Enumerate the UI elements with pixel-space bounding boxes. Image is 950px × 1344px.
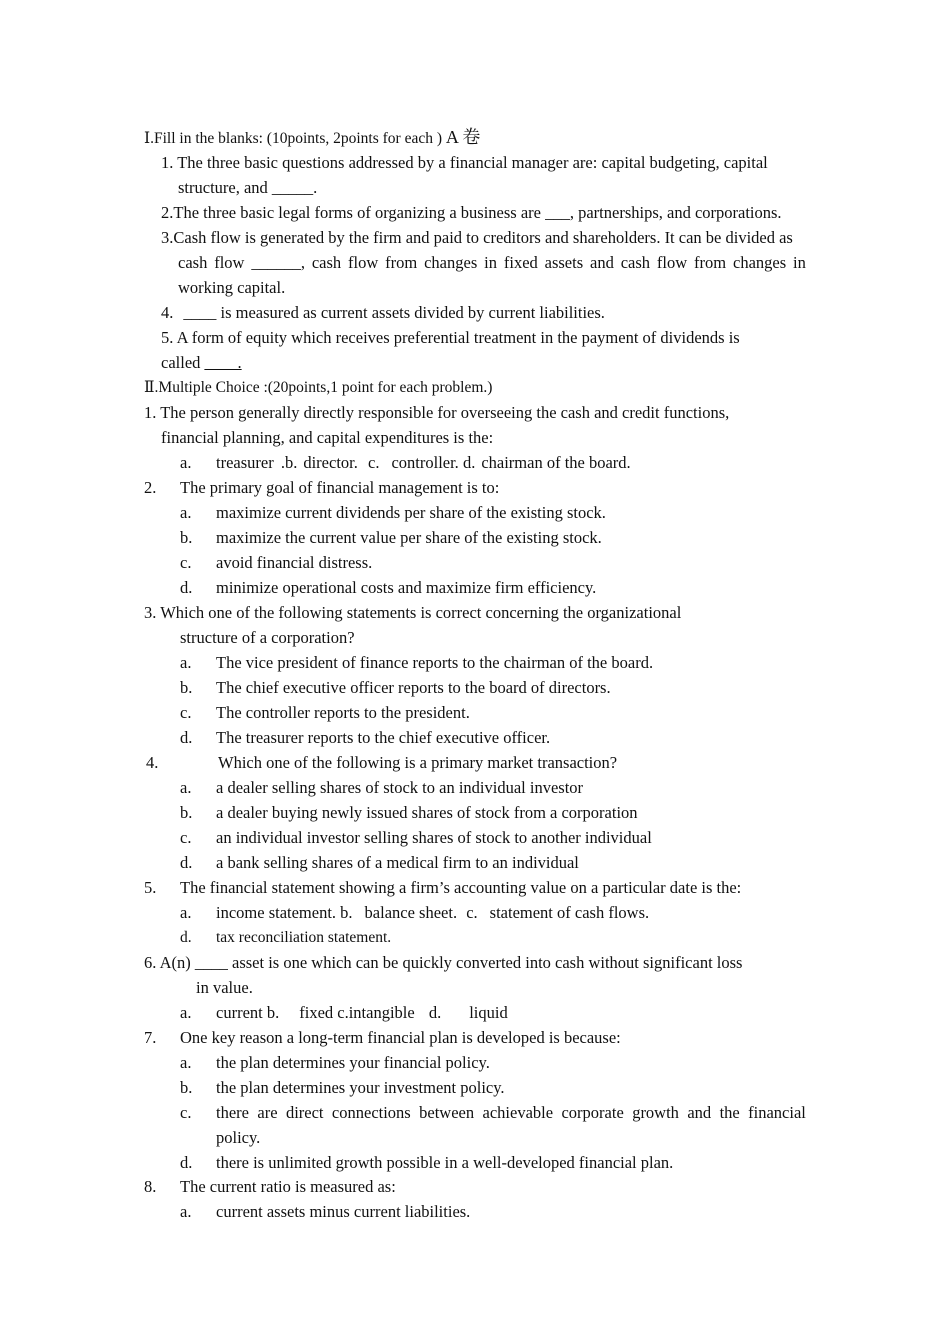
word: changes <box>424 253 478 272</box>
mc-q6-line2: in value. <box>196 978 253 997</box>
option-label: c. <box>180 703 192 722</box>
option-label: b. <box>180 678 193 697</box>
option-text: maximize current dividends per share of the existing stock. <box>216 503 606 522</box>
mc-q4-option-c <box>180 825 652 850</box>
option-text: the plan determines your investment policy. <box>216 1078 505 1097</box>
option-text: fixed <box>299 1003 334 1022</box>
option-text: a bank selling shares of a medical firm to an individual <box>216 853 579 872</box>
option-label: .b. <box>280 453 298 472</box>
option-text: current <box>216 1003 263 1022</box>
mc-q2-stem <box>144 475 499 500</box>
option-text: liquid <box>469 1003 508 1022</box>
option-label: c. <box>180 828 192 847</box>
word: growth <box>632 1103 679 1122</box>
option-text: The vice president of finance reports to the chairman of the board. <box>216 653 654 672</box>
word: assets <box>544 253 584 272</box>
option-text: avoid financial distress. <box>216 553 373 572</box>
option-label: c. <box>466 903 478 922</box>
option-text: balance sheet. <box>364 903 458 922</box>
option-text: The treasurer reports to the chief executive officer. <box>216 728 551 747</box>
blank-q2: 2.The three basic legal forms of organizing a business are ___, partnerships, and corporations. <box>161 203 782 222</box>
answer-blank: ______, <box>251 253 305 272</box>
mc-q4-option-d <box>180 850 579 875</box>
word: achievable <box>482 1103 554 1122</box>
option-label: d. <box>180 929 192 946</box>
word: in <box>484 253 497 272</box>
option-text: The chief executive officer reports to the board of directors. <box>216 678 611 697</box>
option-text: the plan determines your financial policy. <box>216 1053 490 1072</box>
option-label: a. <box>180 653 192 672</box>
question-text: The current ratio is measured as: <box>180 1177 396 1196</box>
mc-q7-option-d <box>180 1150 673 1175</box>
question-text: Which one of the following is a primary market transaction? <box>218 753 618 772</box>
blank-q1-line2: structure, and _____. <box>178 178 318 197</box>
option-label: d. <box>428 1003 442 1022</box>
question-number: 8. <box>144 1177 157 1196</box>
option-label: d. <box>180 728 193 747</box>
option-text: there is unlimited growth possible in a well-developed financial plan. <box>216 1153 674 1172</box>
paper-version-tag: A 卷 <box>445 127 481 147</box>
option-label: b. <box>180 1078 193 1097</box>
mc-q3-line2: structure of a corporation? <box>180 628 355 647</box>
mc-q1-options <box>180 450 631 475</box>
option-text: director. <box>303 453 358 472</box>
mc-q7-option-b <box>180 1075 505 1100</box>
word: connections <box>331 1103 411 1122</box>
mc-q1-line1: 1. The person generally directly responsible for overseeing the cash and credit functions, <box>144 403 730 422</box>
section-1-heading <box>144 125 480 151</box>
mc-q2-option-c <box>180 550 372 575</box>
option-label: d. <box>180 1153 193 1172</box>
option-label: b. <box>340 903 353 922</box>
question-text: ____ is measured as current assets divided by current liabilities. <box>183 303 605 322</box>
option-label: c. <box>368 453 380 472</box>
mc-q4-option-a <box>180 775 583 800</box>
mc-q2-option-b <box>180 525 602 550</box>
word: flow <box>348 253 379 272</box>
blank-q3-line2 <box>178 250 806 275</box>
option-label: a. <box>180 453 192 472</box>
option-text: chairman of the board. <box>481 453 631 472</box>
option-label: a. <box>180 1202 192 1221</box>
option-label: c. <box>180 1103 192 1122</box>
option-label: a. <box>180 903 192 922</box>
word: the <box>719 1103 740 1122</box>
word: flow <box>656 253 688 272</box>
question-number: 4. <box>146 753 159 772</box>
word: between <box>419 1103 475 1122</box>
option-text: a dealer selling shares of stock to an individual investor <box>216 778 584 797</box>
option-text: current assets minus current liabilities. <box>216 1202 471 1221</box>
mc-q5-option-d <box>180 925 391 950</box>
option-text <box>216 1100 806 1125</box>
mc-q4-option-b <box>180 800 638 825</box>
word: cash <box>620 253 651 272</box>
question-text: One key reason a long-term financial plan is developed is because: <box>180 1028 621 1047</box>
mc-q6-line1: 6. A(n) ____ asset is one which can be quickly converted into cash without significant loss <box>144 953 743 972</box>
mc-q7-option-a <box>180 1050 490 1075</box>
blank-q5-line1: 5. A form of equity which receives preferential treatment in the payment of dividends is <box>161 328 740 347</box>
option-text: treasurer <box>216 453 274 472</box>
option-label: b. <box>180 803 193 822</box>
option-label: a. <box>180 1003 192 1022</box>
option-text: tax reconciliation statement. <box>216 929 392 946</box>
word: and <box>687 1103 712 1122</box>
option-label: d. <box>180 578 193 597</box>
question-text: called <box>161 353 205 372</box>
blank-q3-line1: 3.Cash flow is generated by the firm and paid to creditors and shareholders. It can be divided as <box>161 228 793 247</box>
option-label: b. <box>180 528 193 547</box>
option-text: intangible <box>348 1003 415 1022</box>
mc-q5-options <box>180 900 649 925</box>
question-number: 4. <box>161 303 174 322</box>
question-number: 7. <box>144 1028 157 1047</box>
option-text: The controller reports to the president. <box>216 703 470 722</box>
word: flow <box>214 253 245 272</box>
mc-q3-option-b <box>180 675 611 700</box>
mc-q1-line2: financial planning, and capital expenditures is the: <box>161 428 494 447</box>
mc-q5-stem <box>144 875 741 900</box>
mc-q3-option-a <box>180 650 653 675</box>
mc-q4-stem <box>146 750 617 775</box>
option-label: d. <box>180 853 193 872</box>
option-text: a dealer buying newly issued shares of stock from a corporation <box>216 803 638 822</box>
option-label: a. <box>180 778 192 797</box>
mc-q7-stem <box>144 1025 621 1050</box>
blank-q4 <box>161 300 605 325</box>
option-label: c. <box>337 1003 349 1022</box>
question-text: The financial statement showing a firm’s accounting value on a particular date is the: <box>180 878 742 897</box>
mc-q8-stem <box>144 1174 396 1199</box>
word: there <box>216 1103 249 1122</box>
word: in <box>793 253 806 272</box>
blank-q5-line2 <box>161 350 242 375</box>
option-label: a. <box>180 503 192 522</box>
word: corporate <box>561 1103 624 1122</box>
word: financial <box>748 1103 806 1122</box>
blank-q3-line3: working capital. <box>178 278 286 297</box>
question-text: The primary goal of financial management is to: <box>180 478 500 497</box>
word: changes <box>733 253 787 272</box>
section-2-heading: Ⅱ.Multiple Choice :(20points,1 point for each problem.) <box>144 379 493 396</box>
option-label: c. <box>180 553 192 572</box>
option-label: b. <box>266 1003 280 1022</box>
word: from <box>385 253 418 272</box>
blank-q1-line1: 1. The three basic questions addressed by a financial manager are: capital budgeting, capital <box>161 153 768 172</box>
word: are <box>257 1103 278 1122</box>
mc-q3-option-d <box>180 725 550 750</box>
section-1-title: Ⅰ.Fill in the blanks: (10points, 2points for each ) <box>144 130 443 147</box>
question-number: 5. <box>144 878 157 897</box>
mc-q3-line1: 3. Which one of the following statements is correct concerning the organizational <box>144 603 682 622</box>
word: from <box>694 253 727 272</box>
word: direct <box>285 1103 324 1122</box>
word: and <box>590 253 614 272</box>
question-number: 2. <box>144 478 157 497</box>
option-label: d. <box>462 453 476 472</box>
option-text: controller. <box>391 453 459 472</box>
mc-q8-option-a <box>180 1199 470 1224</box>
word: fixed <box>503 253 538 272</box>
mc-q7-option-c-cont: policy. <box>216 1128 261 1147</box>
option-text: maximize the current value per share of the existing stock. <box>216 528 602 547</box>
word: cash <box>311 253 342 272</box>
option-text: income statement. <box>216 903 337 922</box>
mc-q3-option-c <box>180 700 470 725</box>
mc-q7-option-c <box>180 1100 806 1125</box>
option-text: an individual investor selling shares of stock to another individual <box>216 828 652 847</box>
mc-q2-option-a <box>180 500 606 525</box>
answer-blank: ____. <box>204 353 242 372</box>
option-text: statement of cash flows. <box>489 903 650 922</box>
option-label: a. <box>180 1053 192 1072</box>
mc-q2-option-d <box>180 575 596 600</box>
mc-q6-options <box>180 1000 508 1025</box>
option-text: minimize operational costs and maximize firm efficiency. <box>216 578 597 597</box>
word: cash <box>178 253 208 272</box>
